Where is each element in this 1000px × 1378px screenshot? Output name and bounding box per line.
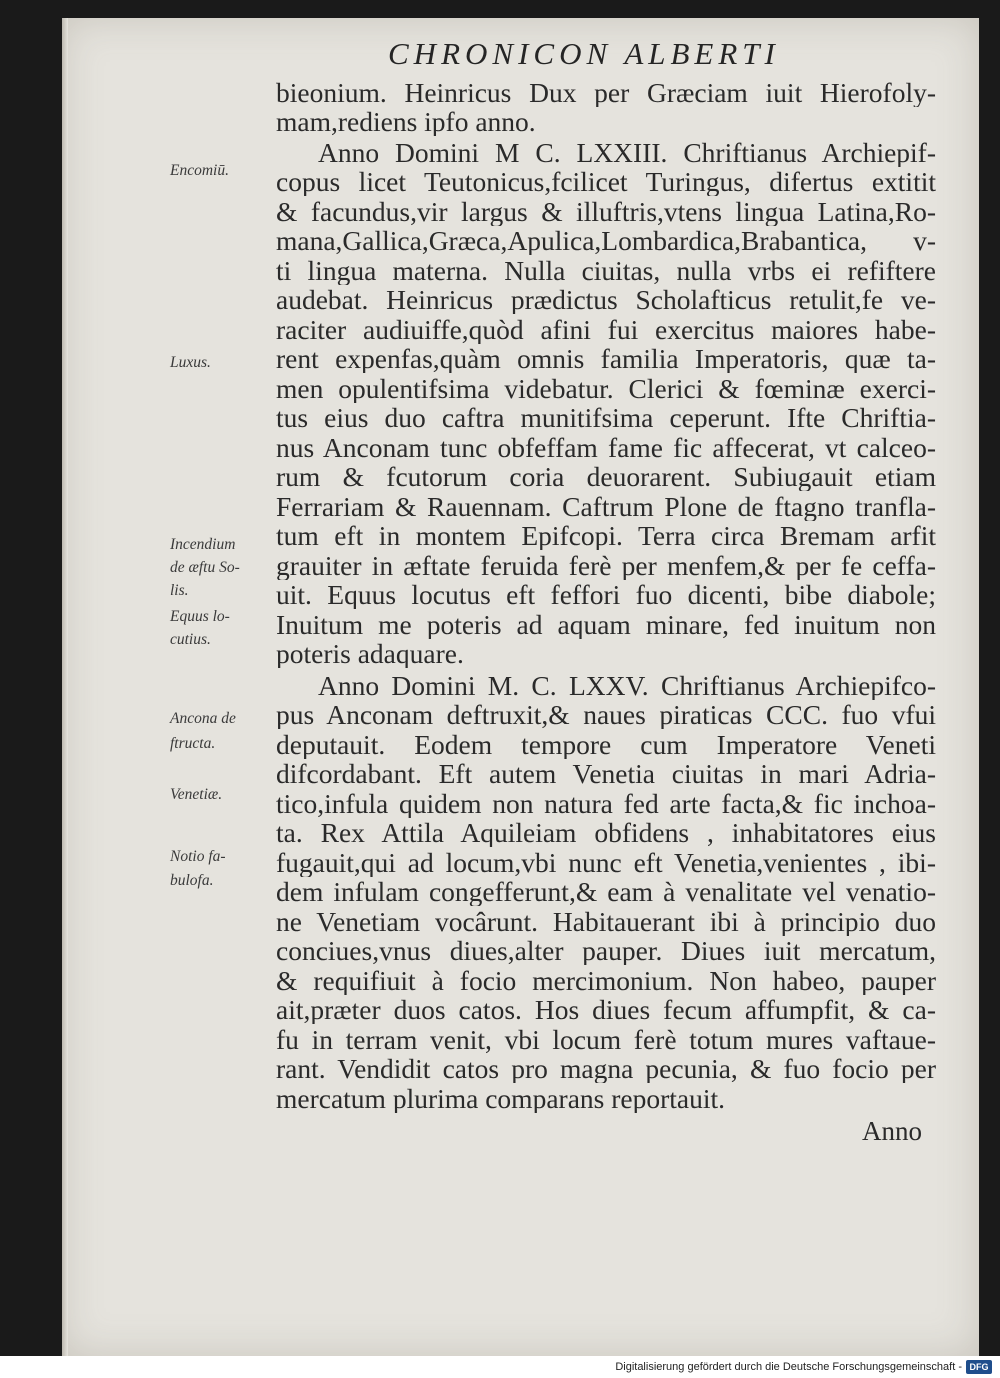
text-line: Anno Domini M. C. LXXV. Chriftianus Archiepifco-: [318, 671, 936, 700]
text-line: fugauit,qui ad locum,vbi nunc eft Venetia,venientes , ibi-: [276, 848, 936, 877]
text-line: conciues,vnus diues,alter pauper. Diues iuit mercatum,: [276, 936, 936, 965]
text-line: poteris adaquare.: [276, 639, 464, 668]
text-line: pus Anconam deftruxit,& naues piraticas CCC. fuo vfui: [276, 700, 936, 729]
marginal-note: de æftu So-: [170, 559, 240, 576]
marginal-note: bulofa.: [170, 872, 214, 889]
text-line: ti lingua materna. Nulla ciuitas, nulla vrbs ei refiftere: [276, 256, 936, 285]
text-line: dem infulam congefferunt,& eam à venalitate vel venatio-: [276, 877, 936, 906]
marginal-note: Notio fa-: [170, 848, 226, 865]
text-line: copus licet Teutonicus,fcilicet Turingus, difertus extitit: [276, 167, 936, 196]
text-line: uit. Equus locutus eft feffori fuo dicenti, bibe diabole;: [276, 580, 936, 609]
text-line: & facundus,vir largus & illuftris,vtens lingua Latina,Ro-: [276, 197, 936, 226]
marginal-note: Incendium: [170, 536, 236, 553]
text-line: & requifiuit à focio mercimonium. Non habeo, pauper: [276, 966, 936, 995]
marginal-note: ftructa.: [170, 735, 216, 752]
text-line: Inuitum me poteris ad aquam minare, fed inuitum non: [276, 610, 936, 639]
text-line: nus Anconam tunc obfeffam fame fic affecerat, vt calceo-: [276, 433, 936, 462]
marginal-note: Luxus.: [170, 354, 211, 371]
text-line: rent expenfas,quàm omnis familia Imperatoris, quæ ta-: [276, 344, 936, 373]
marginal-note: cutius.: [170, 631, 211, 648]
text-line: deputauit. Eodem tempore cum Imperatore Veneti: [276, 730, 936, 759]
text-line: ait,præter duos catos. Hos diues fecum affumpfit, & ca-: [276, 995, 936, 1024]
page-gutter-edge: [62, 18, 68, 1356]
dfg-logo: DFG: [966, 1360, 992, 1374]
text-line: ta. Rex Attila Aquileiam obfidens , inhabitatores eius: [276, 818, 936, 847]
text-line: tus eius duo caftra munitifsima ceperunt. Ifte Chriftia-: [276, 403, 936, 432]
text-line: mam,rediens ipfo anno.: [276, 107, 536, 136]
text-line: mercatum plurima comparans reportauit.: [276, 1084, 725, 1113]
text-line: rant. Vendidit catos pro magna pecunia, & fuo focio per: [276, 1054, 936, 1083]
marginal-note: Equus lo-: [170, 608, 230, 625]
text-line: mana,Gallica,Græca,Apulica,Lombardica,Brabantica, v-: [276, 226, 936, 255]
text-line: Anno Domini M C. LXXIII. Chriftianus Archiepif-: [318, 138, 936, 167]
text-line: Ferrariam & Rauennam. Caftrum Plone de ftagno tranfla-: [276, 492, 936, 521]
marginal-note: lis.: [170, 582, 189, 599]
text-line: difcordabant. Eft autem Venetia ciuitas in mari Adria-: [276, 759, 936, 788]
running-header: CHRONICON ALBERTI: [388, 36, 780, 71]
text-line: ne Venetiam vocârunt. Habitauerant ibi à principio duo: [276, 907, 936, 936]
marginal-note: Ancona de: [170, 710, 236, 727]
footer-credit: Digitalisierung gefördert durch die Deutsche Forschungsgemeinschaft -: [615, 1361, 962, 1373]
text-line: rum & fcutorum coria deuorarent. Subiugauit etiam: [276, 462, 936, 491]
text-line: bieonium. Heinricus Dux per Græciam iuit Hierofoly-: [276, 78, 936, 107]
text-line: tico,infula quidem non natura fed arte facta,& fic inchoa-: [276, 789, 936, 818]
catchword: Anno: [862, 1116, 922, 1146]
text-line: grauiter in æftate feruida ferè per menfem,& per fe ceffa-: [276, 551, 936, 580]
text-line: tum eft in montem Epifcopi. Terra circa Bremam arfit: [276, 521, 936, 550]
text-line: raciter audiuiffe,quòd afini fui exercitus maiores habe-: [276, 315, 936, 344]
text-line: men opulentifsima videbatur. Clerici & fœminæ exerci-: [276, 374, 936, 403]
text-line: audebat. Heinricus prædictus Scholafticus retulit,fe ve-: [276, 285, 936, 314]
marginal-note: Venetiæ.: [170, 786, 223, 803]
marginal-note: Encomiū.: [170, 162, 229, 179]
text-line: fu in terram venit, vbi locum ferè totum mures vaftaue-: [276, 1025, 936, 1054]
